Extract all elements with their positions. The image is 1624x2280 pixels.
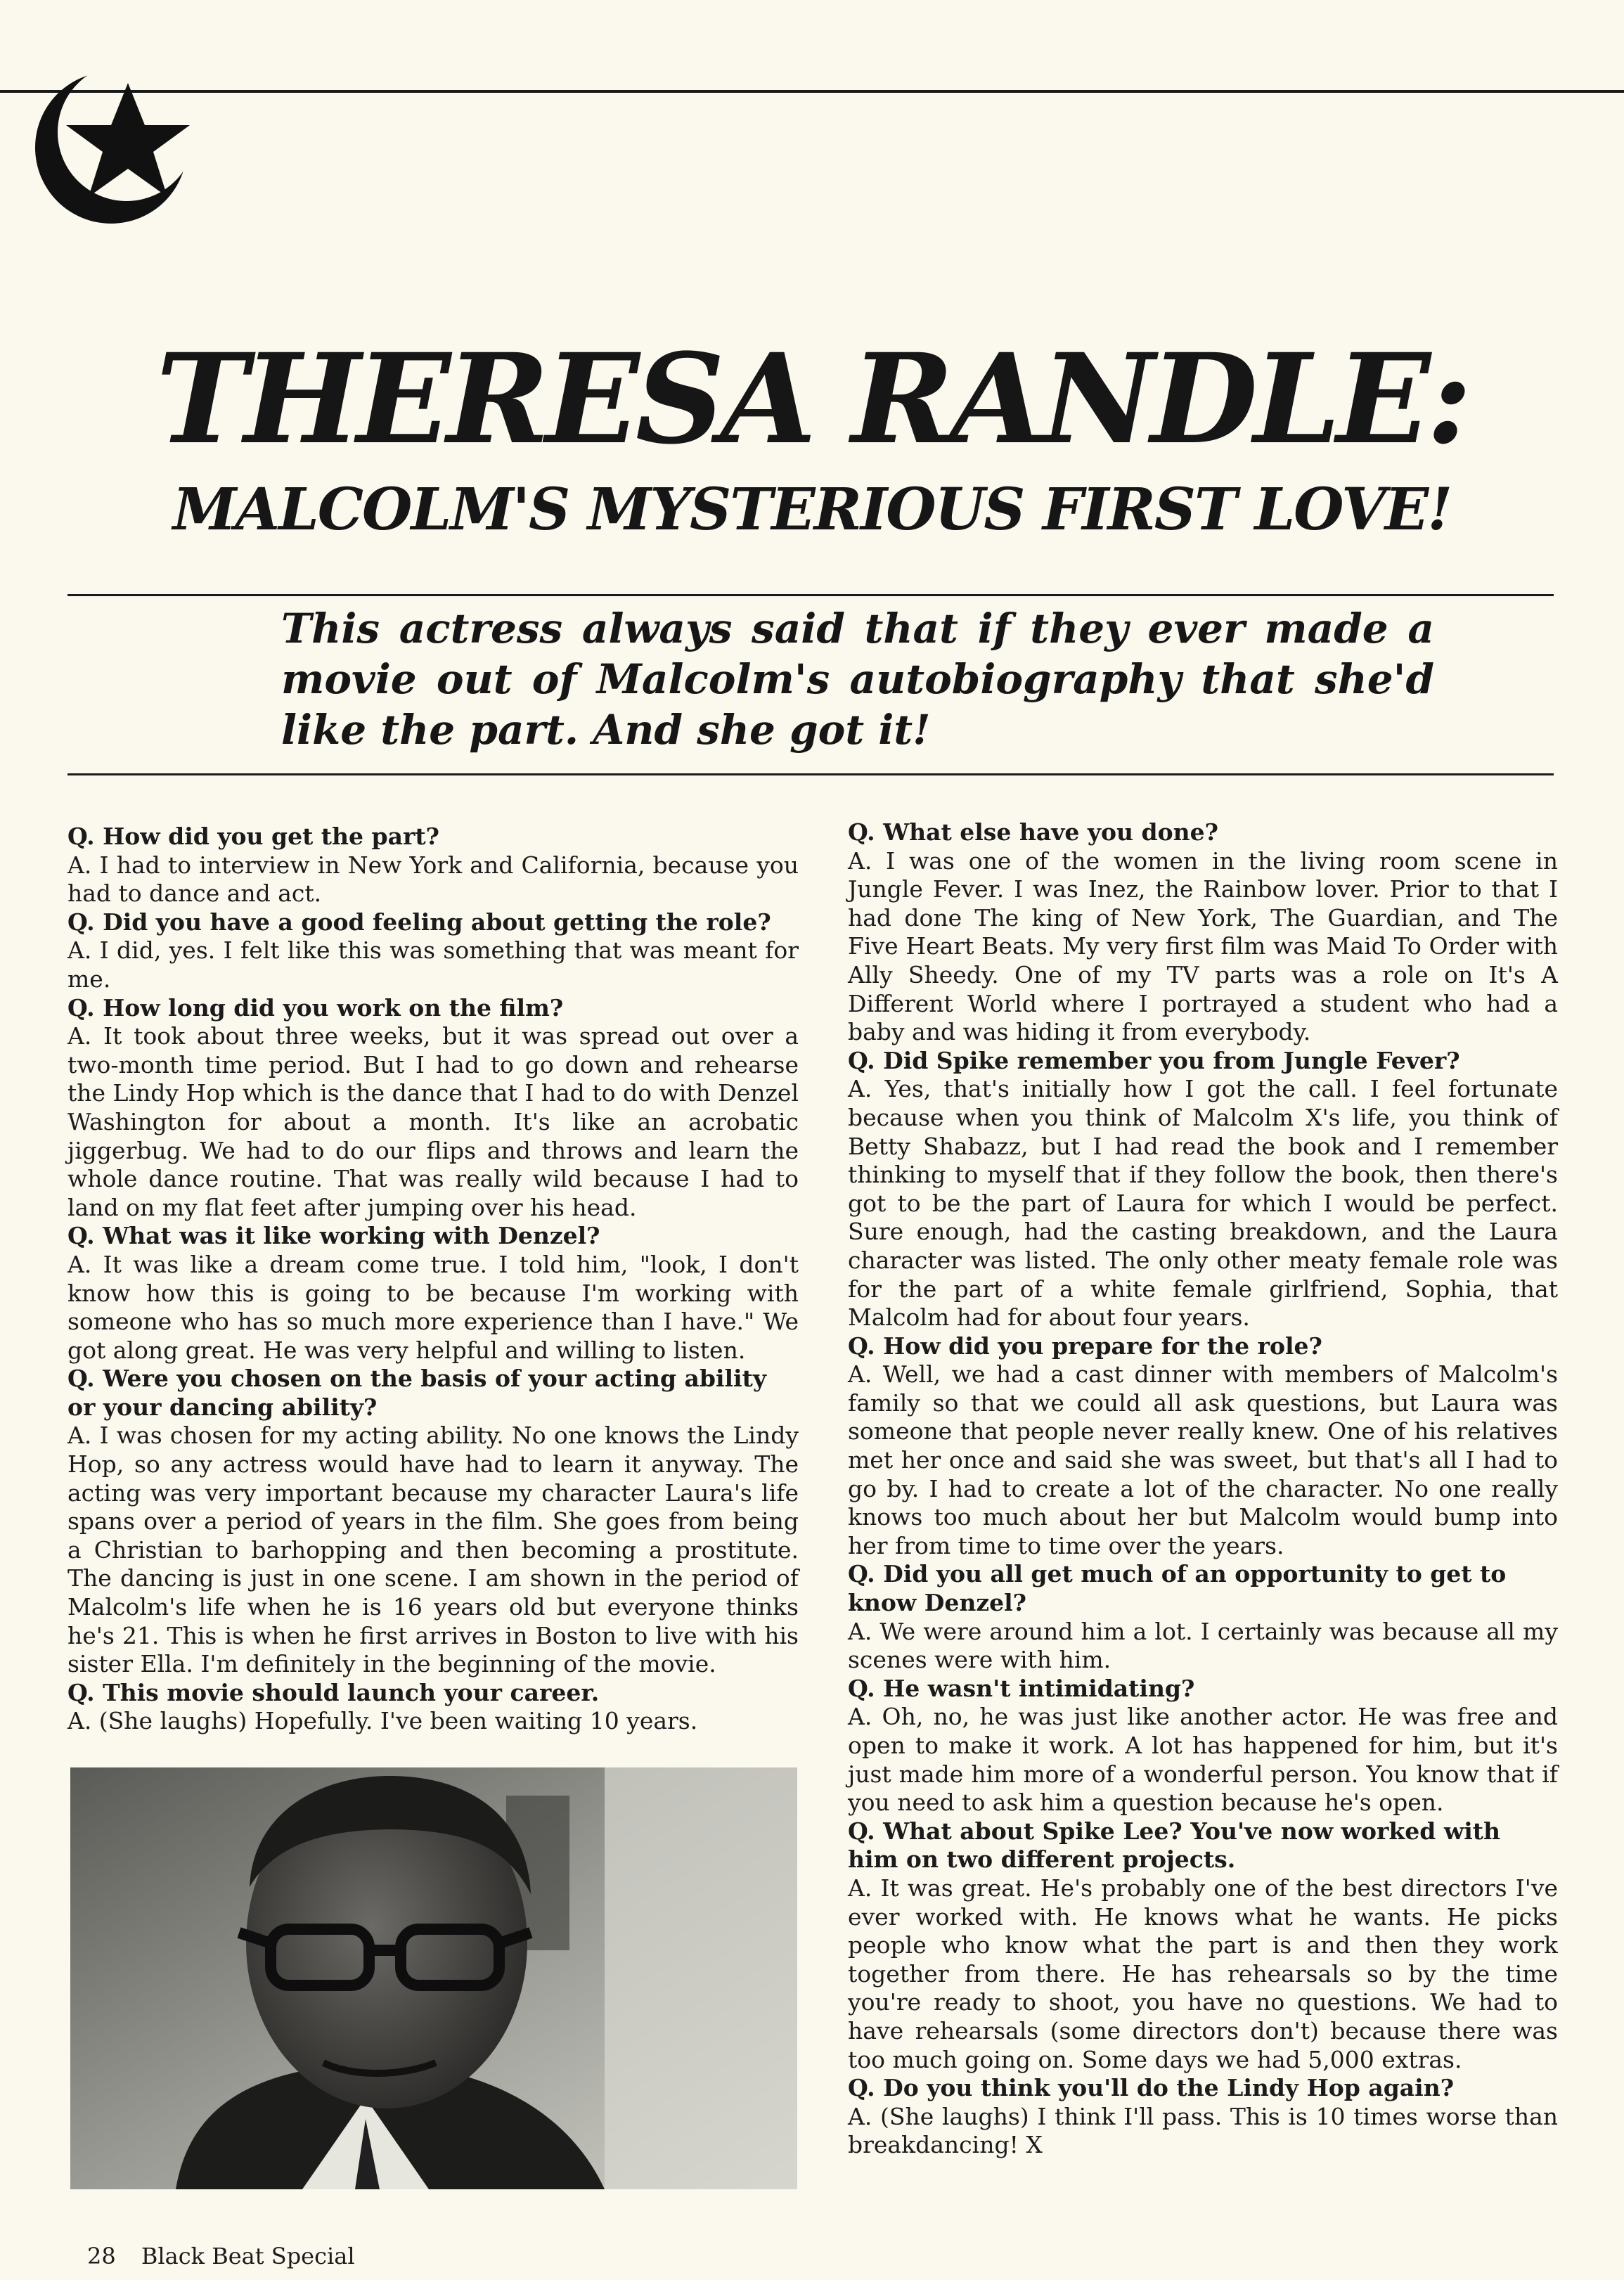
headline: THERESA RANDLE: [156, 326, 1468, 472]
answer: A. Oh, no, he was just like another actor. He was free and open to make it work. A lot has happened for him, but it's just made him more of a wonderful person. You know that if you need to ask him a question because he's open. [848, 1703, 1558, 1817]
question: Q. How long did you work on the film? [67, 993, 564, 1022]
answer: A. Yes, that's initially how I got the call. I feel fortunate because when you think of Malcolm X's life, you think of Betty Shabazz, but I had read the book and I remember thinking to myself that if they follow the book, then there's got to be the part of Laura for which I would be perfect. Sure enough, had the casting breakdown, and the Laura character was listed. The only other meaty female role was for the part of a white female girlfriend, Sophia, that Malcolm had for about four years. [848, 1075, 1558, 1332]
malcolm-x-photo [70, 1767, 797, 2189]
crescent-star-icon [21, 49, 204, 232]
answer: A. I had to interview in New York and California, because you had to dance and act. [67, 851, 799, 908]
answer: A. Well, we had a cast dinner with members of Malcolm's family so that we could all ask questions, but Laura was someone that people never really knew. One of his relatives met her once and said she was sweet, but that's all I had to go by. I had to create a lot of the character. No one really knows too much about her but Malcolm would bump into her from time to time over the years. [848, 1360, 1558, 1559]
answer: A. I was chosen for my acting ability. No one knows the Lindy Hop, so any actress would have had to learn it anyway. The acting was very important because my character Laura's life spans over a period of years in the film. She goes from being a Christian to barhopping and then becoming a prostitute. The dancing is just in one scene. I am shown in the period of Malcolm's life when he is 16 years old but everyone thinks he's 21. This is when he first arrives in Boston to live with his sister Ella. I'm definitely in the beginning of the movie. [67, 1422, 799, 1678]
question: Q. He wasn't intimidating? [848, 1674, 1195, 1702]
answer: A. It took about three weeks, but it was spread out over a two-month time period. But I had to go down and rehearse the Lindy Hop which is the dance that I had to do with Denzel Washington for about a month. It's like an acrobatic jiggerbug. We had to do our flips and throws and learn the whole dance routine. That was really wild because I had to land on my flat feet after jumping over his head. [67, 1022, 799, 1221]
left-column [67, 823, 799, 1736]
question: Q. Were you chosen on the basis of your acting ability or your dancing ability? [67, 1365, 767, 1421]
answer: A. (She laughs) Hopefully. I've been waiting 10 years. [67, 1707, 698, 1735]
question: Q. Did you have a good feeling about getting the role? [67, 908, 771, 936]
right-column [848, 818, 1558, 2160]
question: Q. Do you think you'll do the Lindy Hop again? [848, 2074, 1455, 2102]
subhead: MALCOLM'S MYSTERIOUS FIRST LOVE! [172, 476, 1452, 543]
deck-bottom-rule [67, 773, 1554, 775]
answer: A. (She laughs) I think I'll pass. This is 10 times worse than breakdancing! X [848, 2102, 1558, 2159]
deck: This actress always said that if they ever made a movie out of Malcolm's autobiography that she'd like the part. And she got it! [281, 605, 1434, 754]
page-number: 28 [87, 2243, 116, 2269]
question: Q. Did Spike remember you from Jungle Fever? [848, 1046, 1460, 1074]
top-rule [0, 90, 1624, 93]
answer: A. I did, yes. I felt like this was something that was meant for me. [67, 936, 799, 993]
question: Q. What was it like working with Denzel? [67, 1222, 600, 1250]
question: Q. This movie should launch your career. [67, 1678, 600, 1706]
footer [87, 2243, 373, 2269]
answer: A. I was one of the women in the living room scene in Jungle Fever. I was Inez, the Rainbow lover. Prior to that I had done The king of New York, The Guardian, and The Five Heart Beats. My very first film was Maid To Order with Ally Sheedy. One of my TV parts was a role on It's A Different World where I portrayed a student who had a baby and was hiding it from everybody. [848, 846, 1558, 1046]
question: Q. Did you all get much of an opportunity to get to know Denzel? [848, 1560, 1507, 1617]
question: Q. What about Spike Lee? You've now worked with him on two different projects. [848, 1817, 1501, 1874]
answer: A. It was like a dream come true. I told him, "look, I don't know how this is going to be because I'm working with someone who has so much more experience than I have." We got along great. He was very helpful and willing to listen. [67, 1250, 799, 1364]
question: Q. How did you prepare for the role? [848, 1332, 1322, 1360]
deck-top-rule [67, 594, 1554, 596]
answer: A. We were around him a lot. I certainly was because all my scenes were with him. [848, 1617, 1558, 1674]
answer: A. It was great. He's probably one of the best directors I've ever worked with. He knows what he wants. He picks people who know what the part is and then they work together from there. He has rehearsals so by the time you're ready to shoot, you have no questions. We had to have rehearsals (some directors don't) because there was too much going on. Some days we had 5,000 extras. [848, 1874, 1558, 2073]
publication-name: Black Beat Special [141, 2243, 355, 2269]
question: Q. How did you get the part? [67, 823, 439, 850]
question: Q. What else have you done? [848, 818, 1218, 846]
